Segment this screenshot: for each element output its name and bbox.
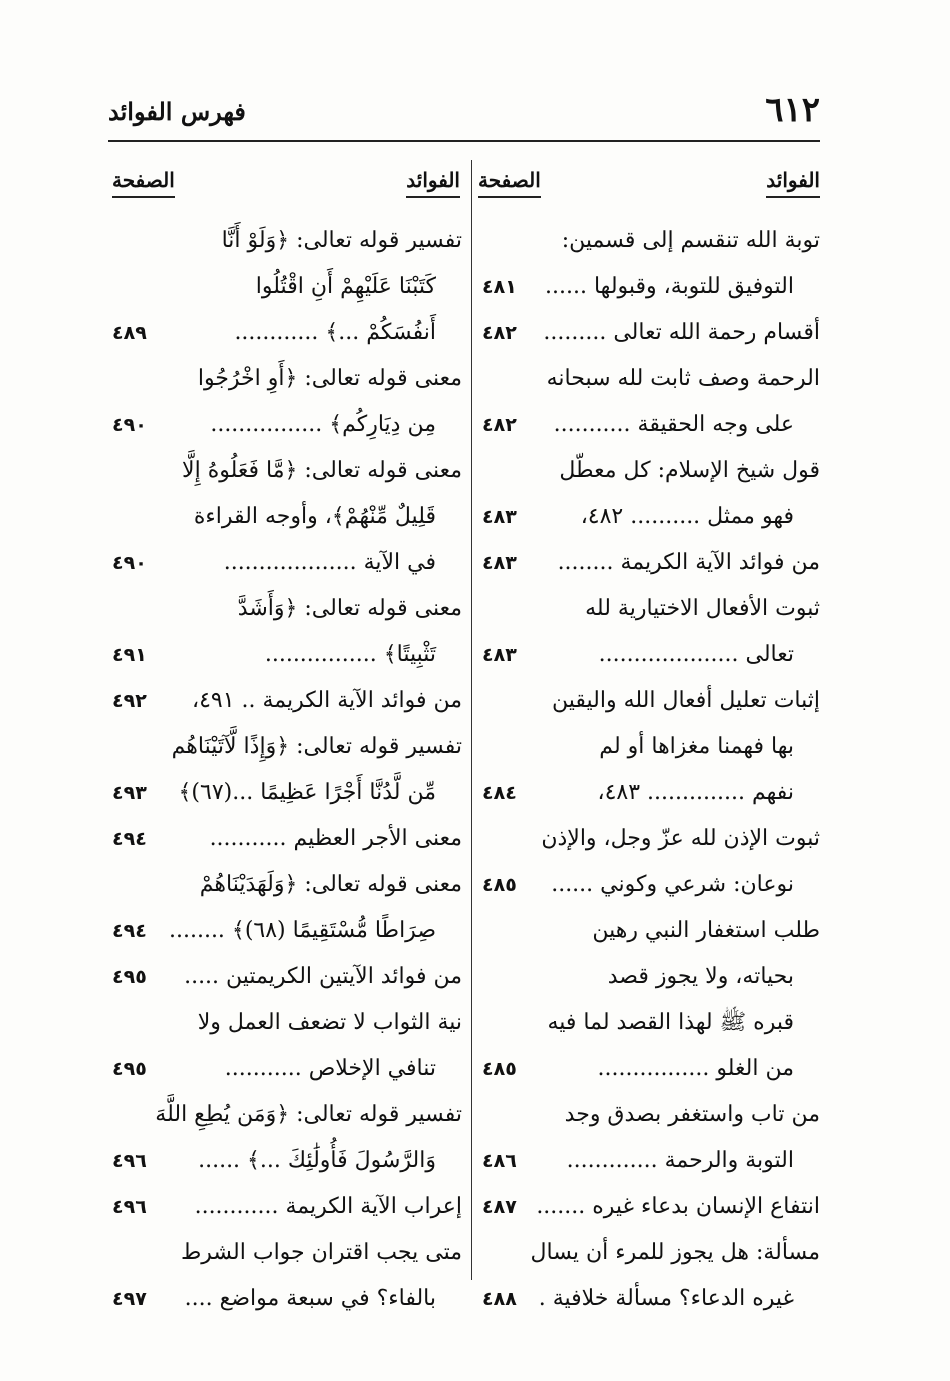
- entry-text: مسألة: هل يجوز للمرء أن يسال: [530, 1240, 820, 1265]
- right-column-benefits-heading: الفوائد: [766, 166, 820, 198]
- entry-page-number: ٤٩٤: [112, 920, 147, 942]
- entry-line: [112, 356, 462, 402]
- entry-line: [112, 862, 462, 908]
- entry-text: معنى قوله تعالى: ﴿وَلَهَدَيْنَاهُمْ: [199, 872, 462, 897]
- entry-line: [482, 1184, 820, 1230]
- index-entry: [482, 356, 820, 448]
- entry-line: [482, 1000, 820, 1046]
- entry-line: [112, 816, 462, 862]
- entry-text: معنى قوله تعالى: ﴿مَّا فَعَلُوهُ إِلَّا: [182, 458, 462, 483]
- entry-text: تنافي الإخلاص ...........: [224, 1056, 436, 1081]
- right-column-page-heading: الصفحة: [478, 166, 541, 198]
- entry-text: ثبوت الإذن لله عزّ وجل، والإذن: [541, 826, 820, 851]
- entry-text: من فوائد الآيتين الكريمتين .....: [184, 964, 462, 989]
- entry-page-number: ٤٨٣: [482, 552, 517, 574]
- entry-page-number: ٤٨٥: [482, 1058, 517, 1080]
- entry-text: من الغلو ................: [597, 1056, 794, 1081]
- entry-line: [112, 770, 462, 816]
- entry-line: [112, 494, 462, 540]
- index-entry: [482, 540, 820, 586]
- entry-line: [482, 770, 820, 816]
- entry-text: إثبات تعليل أفعال الله واليقين: [552, 688, 820, 713]
- index-entry: [112, 1000, 462, 1092]
- index-entry: [482, 1230, 820, 1322]
- index-entry: [482, 1184, 820, 1230]
- entry-text: معنى الأجر العظيم ...........: [209, 826, 462, 851]
- index-entry: [112, 356, 462, 448]
- entry-line: [112, 954, 462, 1000]
- entry-line: [482, 724, 820, 770]
- entry-line: [482, 448, 820, 494]
- entry-line: [482, 1138, 820, 1184]
- entry-text: في الآية ...................: [223, 550, 436, 575]
- entry-line: [482, 264, 820, 310]
- entry-text: نفهم .............. ٤٨٣،: [597, 780, 794, 805]
- entry-text: فهو ممثل .......... ٤٨٢،: [580, 504, 794, 529]
- index-entry: [112, 862, 462, 954]
- entry-text: بحياته، ولا يجوز قصد: [607, 964, 794, 989]
- index-entry: [112, 586, 462, 678]
- index-entry: [112, 678, 462, 724]
- index-entry: [482, 586, 820, 678]
- index-entry: [112, 724, 462, 816]
- entry-text: متى يجب اقتران جواب الشرط: [180, 1240, 462, 1265]
- entry-text: من فوائد الآية الكريمة ........: [557, 550, 820, 575]
- entry-text: معنى قوله تعالى: ﴿وَأَشَدَّ: [237, 596, 462, 621]
- entry-line: [112, 678, 462, 724]
- right-index-column: [482, 218, 820, 1322]
- entry-text: قَلِيلٌ مِّنْهُمْ﴾، وأوجه القراءة: [193, 504, 436, 529]
- index-entry: [112, 954, 462, 1000]
- entry-text: تَثْبِيتًا﴾ ................: [264, 642, 436, 667]
- entry-page-number: ٤٩٦: [112, 1150, 147, 1172]
- entry-line: [482, 586, 820, 632]
- entry-page-number: ٤٨٩: [112, 322, 147, 344]
- entry-page-number: ٤٨٨: [482, 1288, 517, 1310]
- index-entry: [482, 816, 820, 908]
- entry-text: أقسام رحمة الله تعالى .........: [543, 320, 820, 345]
- entry-page-number: ٤٨٣: [482, 644, 517, 666]
- entry-line: [482, 1276, 820, 1322]
- entry-line: [482, 954, 820, 1000]
- column-divider: [471, 160, 472, 1280]
- index-entry: [112, 1092, 462, 1184]
- entry-text: تفسير قوله تعالى: ﴿وَمَن يُطِعِ اللَّهَ: [155, 1102, 462, 1127]
- entry-text: تفسير قوله تعالى: ﴿وَلَوْ أَنَّا: [221, 228, 462, 253]
- entry-page-number: ٤٨٦: [482, 1150, 517, 1172]
- entry-page-number: ٤٩٠: [112, 552, 147, 574]
- entry-text: التوفيق للتوبة، وقبولها ......: [545, 274, 794, 299]
- entry-text: قول شيخ الإسلام: كل معطّل: [559, 458, 820, 483]
- entry-line: [112, 1046, 462, 1092]
- entry-text: كَتَبْنَا عَلَيْهِمْ أَنِ اقْتُلُوا: [255, 274, 436, 299]
- entry-text: بها فهمنا مغزاها أو لم: [599, 734, 794, 759]
- entry-line: [112, 540, 462, 586]
- entry-line: [482, 678, 820, 724]
- entry-page-number: ٤٨٥: [482, 874, 517, 896]
- entry-text: توبة الله تنقسم إلى قسمين:: [561, 228, 820, 253]
- entry-page-number: ٤٩٥: [112, 1058, 147, 1080]
- entry-line: [112, 448, 462, 494]
- entry-line: [112, 264, 462, 310]
- entry-page-number: ٤٩٠: [112, 414, 147, 436]
- entry-line: [112, 1230, 462, 1276]
- left-column-page-heading: الصفحة: [112, 166, 175, 198]
- entry-page-number: ٤٨٧: [482, 1196, 517, 1218]
- entry-line: [482, 540, 820, 586]
- entry-text: مِن دِيَارِكُم﴾ ................: [210, 412, 436, 437]
- entry-page-number: ٤٨٣: [482, 506, 517, 528]
- entry-line: [482, 816, 820, 862]
- entry-text: التوبة والرحمة .............: [566, 1148, 794, 1173]
- index-entry: [112, 448, 462, 586]
- entry-line: [112, 1000, 462, 1046]
- entry-line: [112, 402, 462, 448]
- entry-line: [482, 356, 820, 402]
- entry-line: [482, 218, 820, 264]
- entry-page-number: ٤٨٢: [482, 322, 517, 344]
- entry-text: الرحمة وصف ثابت لله سبحانه: [546, 366, 820, 391]
- entry-page-number: ٤٩٦: [112, 1196, 147, 1218]
- page-number: ٦١٢: [765, 90, 820, 130]
- entry-line: [112, 310, 462, 356]
- entry-text: انتفاع الإنسان بدعاء غيره .......: [536, 1194, 820, 1219]
- entry-text: أَنفُسَكُمْ ...﴾ ............: [234, 320, 436, 345]
- entry-text: صِرَاطًا مُّسْتَقِيمًا (٦٨)﴾ ........: [168, 918, 436, 943]
- entry-text: نية الثواب لا تضعف العمل ولا: [197, 1010, 462, 1035]
- header-rule: [108, 140, 820, 142]
- entry-text: وَالرَّسُولَ فَأُولَٰئِكَ ...﴾ ......: [198, 1148, 436, 1173]
- entry-page-number: ٤٨١: [482, 276, 517, 298]
- entry-line: [482, 310, 820, 356]
- index-entry: [112, 816, 462, 862]
- entry-page-number: ٤٩٤: [112, 828, 147, 850]
- entry-line: [482, 1046, 820, 1092]
- entry-line: [112, 1276, 462, 1322]
- index-entry: [482, 218, 820, 310]
- entry-text: إعراب الآية الكريمة ............: [194, 1194, 462, 1219]
- entry-text: من فوائد الآية الكريمة .. ٤٩١،: [191, 688, 462, 713]
- running-title: فهرس الفوائد: [108, 97, 246, 126]
- entry-text: بالفاء؟ في سبعة مواضع ....: [184, 1286, 436, 1311]
- entry-page-number: ٤٩١: [112, 644, 147, 666]
- entry-page-number: ٤٩٧: [112, 1288, 147, 1310]
- entry-text: غيره الدعاء؟ مسألة خلافية .: [538, 1286, 794, 1311]
- entry-line: [112, 1138, 462, 1184]
- entry-line: [482, 908, 820, 954]
- entry-page-number: ٤٩٣: [112, 782, 147, 804]
- index-entry: [112, 218, 462, 356]
- entry-page-number: ٤٨٤: [482, 782, 517, 804]
- entry-line: [482, 402, 820, 448]
- entry-text: على وجه الحقيقة ...........: [553, 412, 794, 437]
- index-entry: [112, 1230, 462, 1322]
- entry-text: مِّن لَّدُنَّا أَجْرًا عَظِيمًا ...(٦٧)﴾: [178, 780, 436, 805]
- left-index-column: [112, 218, 462, 1322]
- index-entry: [482, 1092, 820, 1184]
- entry-text: معنى قوله تعالى: ﴿أَوِ اخْرُجُوا: [197, 366, 462, 391]
- index-entry: [482, 908, 820, 1092]
- entry-line: [112, 586, 462, 632]
- left-column-benefits-heading: الفوائد: [406, 166, 460, 198]
- entry-line: [482, 862, 820, 908]
- entry-line: [482, 632, 820, 678]
- entry-text: طلب استغفار النبي رهين: [592, 918, 820, 943]
- entry-page-number: ٤٩٥: [112, 966, 147, 988]
- entry-text: تفسير قوله تعالى: ﴿وَإِذًا لَّآتَيْنَاهُم: [171, 734, 462, 759]
- entry-line: [112, 908, 462, 954]
- entry-text: من تاب واستغفر بصدق وجد: [564, 1102, 820, 1127]
- index-entry: [482, 448, 820, 540]
- entry-line: [482, 494, 820, 540]
- entry-line: [112, 632, 462, 678]
- entry-page-number: ٤٨٢: [482, 414, 517, 436]
- index-entry: [112, 1184, 462, 1230]
- entry-line: [112, 1184, 462, 1230]
- index-entry: [482, 310, 820, 356]
- entry-text: تعالى ....................: [598, 642, 794, 667]
- entry-page-number: ٤٩٢: [112, 690, 147, 712]
- running-header: [108, 88, 820, 136]
- entry-line: [482, 1092, 820, 1138]
- entry-line: [112, 218, 462, 264]
- entry-text: نوعان: شرعي وكوني ......: [551, 872, 794, 897]
- entry-line: [112, 1092, 462, 1138]
- entry-line: [482, 1230, 820, 1276]
- entry-text: قبره ﷺ لهذا القصد لما فيه: [547, 1010, 794, 1035]
- entry-line: [112, 724, 462, 770]
- index-entry: [482, 678, 820, 816]
- entry-text: ثبوت الأفعال الاختيارية لله: [585, 596, 820, 621]
